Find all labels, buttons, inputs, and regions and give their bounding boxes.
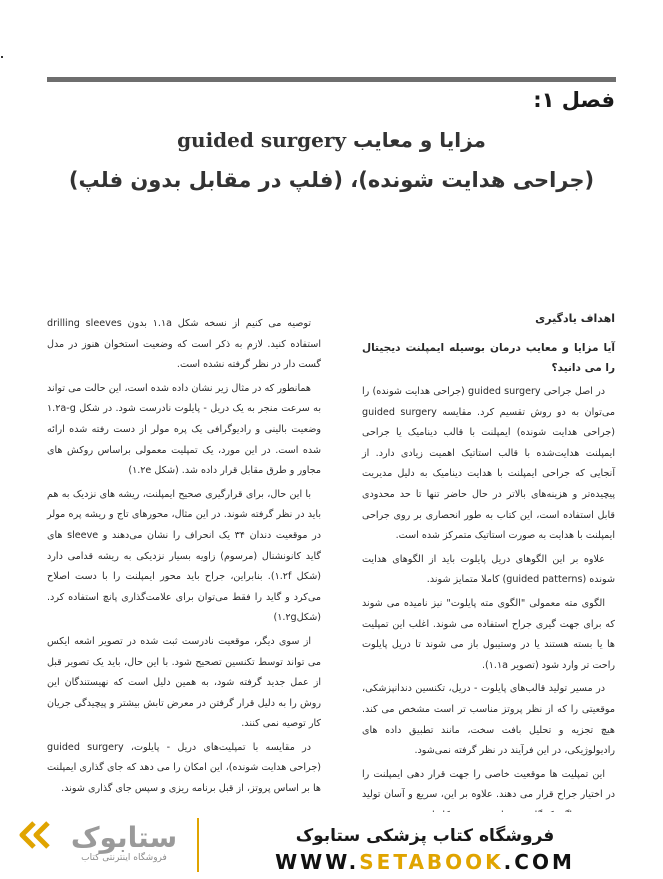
- chapter-number: فصل ۱:: [533, 88, 615, 112]
- url-prefix: WWW.: [275, 850, 360, 874]
- left-column: [47, 314, 321, 803]
- paragraph: علاوه بر این الگوهای دریل پایلوت باید از الگوهای هدایت شونده (guided patterns) کاملا متمایز شوند.: [362, 553, 615, 586]
- store-url[interactable]: [215, 850, 635, 874]
- store-name: فروشگاه کتاب پزشکی ستابوک: [295, 826, 555, 846]
- objectives-heading: اهداف یادگیری: [535, 312, 615, 325]
- paragraph: با این حال، برای قرارگیری صحیح ایمپلنت، ریشه های نزدیک به هم باید در نظر گرفته شوند. در این مثال، محورهای تاج و ریشه پره مولر در موقعیت دندان ۳۴ یک انحراف را نشان می‌دهند و sleeve های گاید کانونشنال (مرسوم) زاویه بسیار نزدیکی به ریشه قدامی دارد (شکل ۱.۲f). بنابراین، جراح باید محور ایمپلنت را با دست اصلاح می‌کرد و گاید را فقط می‌توان برای علامت‌گذاری پانچ استفاده کرد. (شکل۱.۲g): [47, 488, 322, 624]
- right-column: [362, 310, 615, 829]
- paragraph: همانطور که در مثال زیر نشان داده شده است، این حالت می تواند به سرعت منجر به یک دریل - پایلوت نادرست شود. در شکل ۱.۲a-g وضعیت بالینی و رادیوگرافی یک پره مولر از دست رفته شده ارائه شده است. در این مورد، یک تمپلیت معمولی براساس روکش های مجاور و طرق مقابل قرار داده شد. (شکل ۱.۲e): [47, 382, 321, 477]
- paragraph: در اصل جراحی guided surgery (جراحی هدایت شونده) را می‌توان به دو روش تقسیم کرد. مقایسه guided surgery (جراحی هدایت شونده) ایمپلنت با قالب دینامیک یا جراحی ایمپلنت هدایت‌شده با قالب استاتیک اهمیت زیادی دارد. از آنجایی که جراحی ایمپلنت با هدایت دینامیک به دلیل مدیریت پیچیده‌تر و هزینه‌های بالاتر در حال حاضر تنها تا حد محدودی قابل استفاده است، این کتاب به طور انحصاری بر روی جراحی ایمپلنت با هدایت به صورت استاتیک متمرکز شده است.: [362, 386, 615, 542]
- stray-mark: [1, 56, 3, 58]
- chapter-title-line1: [47, 128, 616, 152]
- paragraph: در مقایسه با تمپلیت‌های دریل - پایلوت، guided surgery (جراحی هدایت شونده)، این امکان را می دهد که جای گذاری ایمپلنت ها بر اساس پروتز، از قبل برنامه ریزی و سپس جای گذاری شوند.: [47, 741, 321, 795]
- header-rule: [47, 77, 616, 82]
- paragraph: از سوی دیگر، موقعیت نادرست ثبت شده در تصویر اشعه ایکس می تواند توسط تکنسین تصحیح شود. با این حال، باید یک تصویر قبل از عمل جدید گرفته شود، به همین دلیل است که نهیستندگان این روش را به دلیل قرار گرفتن در معرض تابش بیشتر و پیچیدگی جریان کار توصیه نمی کنند.: [47, 635, 321, 730]
- chevron-icon: [22, 823, 48, 847]
- paragraph: الگوی مته معمولی "الگوی مته پایلوت" نیز نامیده می شوند که برای جهت گیری جراح استفاده می شوند. اغلب این تمپلیت ها یا بسته هستند یا در وستیبول باز می شوند تا دریل پایلوت راحت تر وارد شود (تصویر ۱.۱a).: [362, 597, 615, 671]
- logo-subtitle: فروشگاه اینترنتی کتاب: [81, 853, 167, 863]
- url-suffix: .COM: [503, 850, 575, 874]
- logo-divider: [197, 818, 199, 872]
- chapter-title-line2: (جراحی هدایت شونده)، (فلپ در مقابل بدون فلپ): [68, 168, 595, 192]
- chapter-title-latin: guided surgery: [177, 128, 347, 152]
- logo-text: ستابوک: [70, 821, 178, 854]
- chapter-title-fa: مزایا و معایب: [353, 128, 486, 152]
- url-highlight: SETABOOK: [359, 850, 504, 874]
- objectives-question: آیا مزایا و معایب درمان بوسیله ایمپلنت دیجیتال را می دانید؟: [362, 342, 615, 374]
- paragraph: این تمپلیت ها موقعیت خاصی را جهت قرار دهی ایمپلنت را در اختیار جراح قرار می دهند. علاوه بر این، سریع و آسان تولید: [362, 768, 615, 801]
- paragraph: در مسیر تولید قالب‌های پایلوت - دریل، تکنسین دندانپزشکی، موقعیتی را که از نظر پروتز مناسب تر است مشخص می کند. هیچ تجزیه و تحلیل بافت سخت، مانند تطبیق داده های رادیولوژیکی، در این فرآیند در نظر گرفته نمی‌شود.: [362, 683, 615, 757]
- paragraph: توصیه می کنیم از نسخه شکل ۱.۱a بدون drilling sleeves استفاده کنید. لازم به ذکر است که وضعیت استخوان هنوز در مدل گست دار در نظر گرفته نشده است.: [47, 318, 321, 371]
